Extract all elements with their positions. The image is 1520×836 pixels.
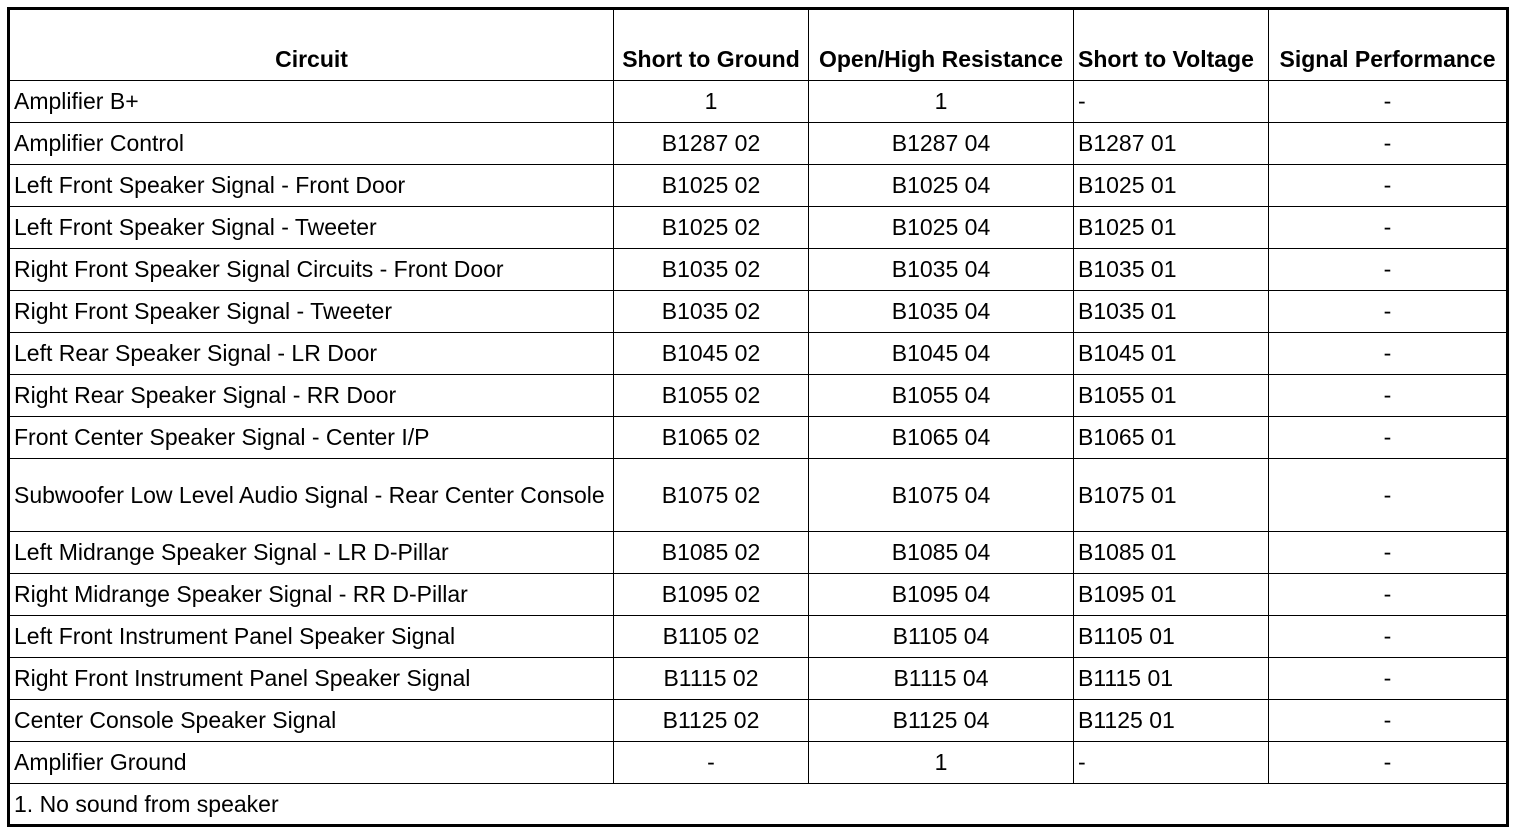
cell-short-to-ground: B1095 02 bbox=[614, 574, 809, 616]
cell-short-to-ground: B1105 02 bbox=[614, 616, 809, 658]
table-row bbox=[9, 123, 1508, 165]
cell-signal-performance: - bbox=[1269, 165, 1508, 207]
cell-short-to-ground: B1125 02 bbox=[614, 700, 809, 742]
cell-short-to-ground: 1 bbox=[614, 81, 809, 123]
cell-signal-performance: - bbox=[1269, 123, 1508, 165]
cell-short-to-voltage: B1025 01 bbox=[1074, 165, 1269, 207]
cell-circuit: Center Console Speaker Signal bbox=[9, 700, 614, 742]
cell-open-high-resistance: B1065 04 bbox=[809, 417, 1074, 459]
cell-signal-performance: - bbox=[1269, 333, 1508, 375]
table-row bbox=[9, 417, 1508, 459]
cell-short-to-voltage: - bbox=[1074, 742, 1269, 784]
header-short-to-ground: Short to Ground bbox=[614, 9, 809, 81]
cell-signal-performance: - bbox=[1269, 291, 1508, 333]
table-row bbox=[9, 81, 1508, 123]
table-row bbox=[9, 291, 1508, 333]
cell-signal-performance: - bbox=[1269, 658, 1508, 700]
table-row bbox=[9, 165, 1508, 207]
cell-short-to-voltage: B1105 01 bbox=[1074, 616, 1269, 658]
cell-short-to-ground: - bbox=[614, 742, 809, 784]
cell-circuit: Amplifier B+ bbox=[9, 81, 614, 123]
cell-signal-performance: - bbox=[1269, 532, 1508, 574]
cell-short-to-ground: B1075 02 bbox=[614, 459, 809, 532]
table-header bbox=[9, 9, 1508, 81]
header-short-to-voltage: Short to Voltage bbox=[1074, 9, 1269, 81]
cell-open-high-resistance: B1105 04 bbox=[809, 616, 1074, 658]
table-body bbox=[9, 81, 1508, 784]
cell-open-high-resistance: B1025 04 bbox=[809, 207, 1074, 249]
header-open-high-resistance: Open/High Resistance bbox=[809, 9, 1074, 81]
cell-signal-performance: - bbox=[1269, 81, 1508, 123]
cell-open-high-resistance: B1095 04 bbox=[809, 574, 1074, 616]
cell-circuit: Amplifier Ground bbox=[9, 742, 614, 784]
cell-short-to-voltage: B1035 01 bbox=[1074, 291, 1269, 333]
cell-signal-performance: - bbox=[1269, 249, 1508, 291]
cell-circuit: Left Midrange Speaker Signal - LR D-Pillar bbox=[9, 532, 614, 574]
cell-circuit: Left Rear Speaker Signal - LR Door bbox=[9, 333, 614, 375]
table-row bbox=[9, 742, 1508, 784]
cell-circuit: Left Front Speaker Signal - Front Door bbox=[9, 165, 614, 207]
cell-open-high-resistance: B1287 04 bbox=[809, 123, 1074, 165]
cell-circuit: Right Midrange Speaker Signal - RR D-Pillar bbox=[9, 574, 614, 616]
cell-short-to-voltage: B1085 01 bbox=[1074, 532, 1269, 574]
cell-short-to-ground: B1045 02 bbox=[614, 333, 809, 375]
cell-circuit: Front Center Speaker Signal - Center I/P bbox=[9, 417, 614, 459]
cell-signal-performance: - bbox=[1269, 700, 1508, 742]
cell-short-to-voltage: B1115 01 bbox=[1074, 658, 1269, 700]
cell-circuit: Left Front Speaker Signal - Tweeter bbox=[9, 207, 614, 249]
cell-short-to-ground: B1115 02 bbox=[614, 658, 809, 700]
cell-circuit: Right Front Speaker Signal - Tweeter bbox=[9, 291, 614, 333]
table-row bbox=[9, 574, 1508, 616]
header-row bbox=[9, 9, 1508, 81]
cell-open-high-resistance: 1 bbox=[809, 81, 1074, 123]
cell-short-to-voltage: B1125 01 bbox=[1074, 700, 1269, 742]
cell-circuit: Subwoofer Low Level Audio Signal - Rear Center Console bbox=[9, 459, 614, 532]
table-row bbox=[9, 616, 1508, 658]
cell-short-to-ground: B1065 02 bbox=[614, 417, 809, 459]
table-row bbox=[9, 700, 1508, 742]
cell-short-to-voltage: B1065 01 bbox=[1074, 417, 1269, 459]
cell-open-high-resistance: B1125 04 bbox=[809, 700, 1074, 742]
cell-short-to-voltage: B1055 01 bbox=[1074, 375, 1269, 417]
cell-open-high-resistance: B1075 04 bbox=[809, 459, 1074, 532]
cell-open-high-resistance: B1025 04 bbox=[809, 165, 1074, 207]
table-footer bbox=[9, 784, 1508, 826]
table-row bbox=[9, 207, 1508, 249]
cell-open-high-resistance: B1035 04 bbox=[809, 291, 1074, 333]
cell-signal-performance: - bbox=[1269, 742, 1508, 784]
cell-short-to-ground: B1035 02 bbox=[614, 291, 809, 333]
cell-short-to-voltage: B1075 01 bbox=[1074, 459, 1269, 532]
cell-short-to-ground: B1035 02 bbox=[614, 249, 809, 291]
footnote-row bbox=[9, 784, 1508, 826]
cell-open-high-resistance: B1045 04 bbox=[809, 333, 1074, 375]
cell-short-to-ground: B1287 02 bbox=[614, 123, 809, 165]
cell-open-high-resistance: B1055 04 bbox=[809, 375, 1074, 417]
cell-circuit: Left Front Instrument Panel Speaker Signal bbox=[9, 616, 614, 658]
cell-short-to-voltage: - bbox=[1074, 81, 1269, 123]
header-signal-performance: Signal Performance bbox=[1269, 9, 1508, 81]
cell-open-high-resistance: 1 bbox=[809, 742, 1074, 784]
cell-signal-performance: - bbox=[1269, 207, 1508, 249]
cell-short-to-voltage: B1045 01 bbox=[1074, 333, 1269, 375]
cell-short-to-voltage: B1025 01 bbox=[1074, 207, 1269, 249]
table-row bbox=[9, 532, 1508, 574]
cell-signal-performance: - bbox=[1269, 459, 1508, 532]
table-row bbox=[9, 249, 1508, 291]
cell-short-to-ground: B1025 02 bbox=[614, 165, 809, 207]
cell-open-high-resistance: B1085 04 bbox=[809, 532, 1074, 574]
cell-circuit: Right Front Speaker Signal Circuits - Front Door bbox=[9, 249, 614, 291]
cell-short-to-ground: B1055 02 bbox=[614, 375, 809, 417]
cell-signal-performance: - bbox=[1269, 375, 1508, 417]
cell-open-high-resistance: B1115 04 bbox=[809, 658, 1074, 700]
cell-open-high-resistance: B1035 04 bbox=[809, 249, 1074, 291]
footnote: 1. No sound from speaker bbox=[9, 784, 1508, 826]
cell-short-to-ground: B1085 02 bbox=[614, 532, 809, 574]
cell-short-to-ground: B1025 02 bbox=[614, 207, 809, 249]
cell-short-to-voltage: B1035 01 bbox=[1074, 249, 1269, 291]
cell-signal-performance: - bbox=[1269, 417, 1508, 459]
cell-circuit: Right Rear Speaker Signal - RR Door bbox=[9, 375, 614, 417]
cell-circuit: Right Front Instrument Panel Speaker Signal bbox=[9, 658, 614, 700]
cell-circuit: Amplifier Control bbox=[9, 123, 614, 165]
table-row bbox=[9, 658, 1508, 700]
cell-signal-performance: - bbox=[1269, 616, 1508, 658]
cell-short-to-voltage: B1287 01 bbox=[1074, 123, 1269, 165]
table-row bbox=[9, 375, 1508, 417]
header-circuit: Circuit bbox=[9, 9, 614, 81]
table-row bbox=[9, 459, 1508, 532]
cell-short-to-voltage: B1095 01 bbox=[1074, 574, 1269, 616]
dtc-table bbox=[7, 7, 1509, 827]
table-row bbox=[9, 333, 1508, 375]
cell-signal-performance: - bbox=[1269, 574, 1508, 616]
